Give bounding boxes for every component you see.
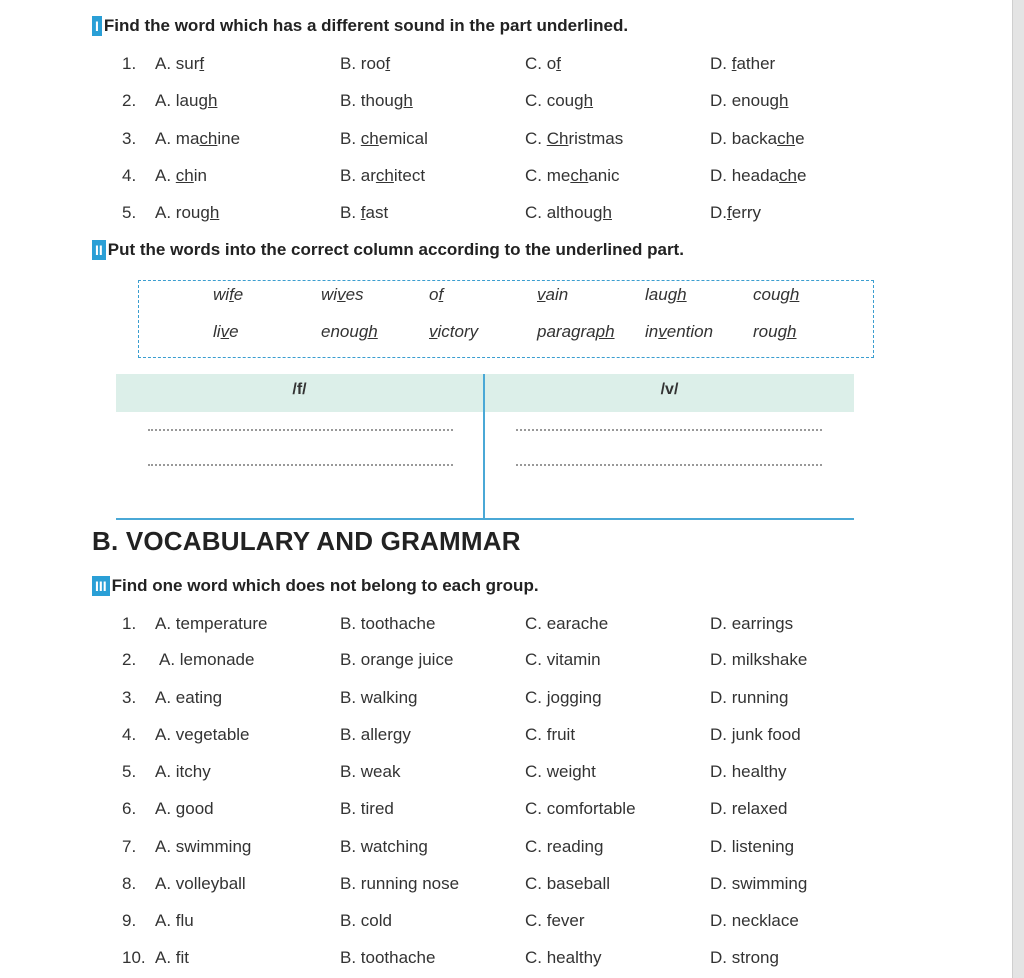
option-b-underlined: f [385, 54, 391, 73]
option-b-text: B. [340, 129, 361, 148]
word-item [645, 322, 713, 342]
option-a-text: A. [155, 166, 176, 185]
option-d-text: e [795, 129, 805, 148]
option-d-text: e [796, 166, 807, 185]
word-text: wi [213, 285, 230, 304]
option-a[interactable]: A. flu [155, 911, 194, 930]
option-c-underlined: ch [570, 166, 589, 185]
word-item [321, 322, 378, 342]
option-b[interactable]: B. tired [340, 799, 394, 818]
question-number: 10. [122, 948, 146, 967]
option-b[interactable]: B. weak [340, 762, 401, 781]
option-b-underlined: gh [393, 91, 413, 110]
option-a[interactable] [155, 89, 217, 113]
question-number: 7. [122, 837, 137, 856]
word-item [753, 285, 799, 305]
option-c[interactable] [525, 52, 561, 76]
table-bottom-rule [116, 518, 854, 520]
question-number: 1. [122, 54, 137, 73]
word-item [213, 285, 243, 305]
option-c-underlined: f [556, 54, 561, 73]
question-number: 5. [122, 203, 137, 222]
option-a[interactable]: A. swimming [155, 837, 252, 856]
option-d[interactable]: D. listening [710, 837, 795, 856]
option-d-text: erry [731, 203, 762, 222]
option-a-text: ine [217, 129, 241, 148]
option-c[interactable]: C. fever [525, 911, 585, 930]
sound-table-header [116, 374, 854, 412]
option-a-underlined: f [199, 54, 205, 73]
option-c[interactable]: C. reading [525, 837, 604, 856]
word-text: o [429, 285, 439, 304]
option-d[interactable]: D. swimming [710, 874, 808, 893]
word-underlined: v [658, 322, 667, 341]
option-b[interactable] [340, 52, 390, 76]
word-underlined: f [229, 285, 234, 304]
option-d[interactable] [710, 164, 806, 188]
option-d-text: D. backa [710, 129, 778, 148]
section-3-badge: III [92, 576, 110, 596]
word-underlined: ph [595, 322, 615, 341]
option-c-underlined: gh [593, 203, 612, 222]
option-d[interactable]: D. running [710, 688, 789, 707]
word-item [429, 285, 443, 305]
word-underlined: gh [777, 322, 797, 341]
option-a-text: A. sur [155, 54, 200, 73]
option-c-underlined: Ch [546, 129, 569, 148]
question-number: 3. [122, 688, 137, 707]
option-d[interactable]: D. milkshake [710, 650, 808, 669]
option-b[interactable] [340, 164, 425, 188]
option-a[interactable] [155, 164, 207, 188]
option-b[interactable] [340, 89, 413, 113]
option-a[interactable]: A. fit [155, 948, 190, 967]
option-b[interactable]: B. toothache [340, 614, 436, 633]
page-edge [1012, 0, 1024, 978]
word-box [138, 280, 874, 358]
option-c[interactable] [525, 164, 620, 188]
word-underlined: v [220, 322, 230, 341]
option-d[interactable]: D. junk food [710, 725, 801, 744]
option-c[interactable]: C. earache [525, 614, 609, 633]
option-b[interactable]: B. toothache [340, 948, 436, 967]
option-a[interactable]: A. temperature [155, 614, 268, 633]
option-d[interactable]: D. strong [710, 948, 779, 967]
option-a[interactable]: A. eating [155, 688, 223, 707]
question-number: 9. [122, 911, 137, 930]
section-2-badge: II [92, 240, 106, 260]
section-2-heading [92, 238, 684, 262]
option-c-text: C. althou [525, 203, 594, 222]
word-underlined: v [537, 285, 546, 304]
word-text: enou [321, 322, 359, 341]
word-item [537, 322, 615, 342]
word-text: wi [321, 285, 338, 304]
option-a-underlined: ch [199, 129, 218, 148]
option-c[interactable]: C. jogging [525, 688, 602, 707]
option-a[interactable] [155, 201, 219, 225]
option-c[interactable]: C. weight [525, 762, 596, 781]
word-underlined: gh [780, 285, 800, 304]
option-a[interactable]: A. good [155, 799, 214, 818]
answer-line[interactable] [148, 464, 453, 466]
answer-line[interactable] [516, 429, 822, 431]
option-c[interactable]: C. fruit [525, 725, 576, 744]
word-item [753, 322, 797, 342]
option-c[interactable]: C. vitamin [525, 650, 601, 669]
vocabulary-grammar-title: B. VOCABULARY AND GRAMMAR [92, 526, 521, 556]
word-text: ictory [437, 322, 479, 341]
column-v-header: /v/ [660, 381, 679, 398]
option-c-text: anic [588, 166, 620, 185]
word-underlined: v [429, 322, 438, 341]
question-number: 4. [122, 725, 137, 744]
word-text: ention [666, 322, 714, 341]
option-b-text: B. [340, 203, 361, 222]
answer-line[interactable] [148, 429, 453, 431]
option-a[interactable]: A. vegetable [155, 725, 250, 744]
question-number: 2. [122, 91, 137, 110]
option-c[interactable] [525, 89, 593, 113]
word-text: cou [753, 285, 781, 304]
word-text: rou [753, 322, 778, 341]
option-c-text: ristmas [568, 129, 624, 148]
option-b-underlined: ch [360, 129, 379, 148]
option-c-text: C. cou [525, 91, 575, 110]
section-3-heading [92, 574, 539, 598]
option-c[interactable] [525, 127, 623, 151]
option-c-text: C. [525, 129, 547, 148]
section-1-heading [92, 14, 628, 38]
option-d[interactable]: D. necklace [710, 911, 799, 930]
option-b[interactable]: B. orange juice [340, 650, 454, 669]
option-b-text: B. roo [340, 54, 386, 73]
word-item [645, 285, 687, 305]
option-b[interactable] [340, 127, 428, 151]
option-c-text: C. o [525, 54, 557, 73]
option-d-underlined: gh [769, 91, 789, 110]
option-d-text: D. [710, 203, 727, 222]
option-d-underlined: ch [779, 166, 797, 185]
table-divider [483, 374, 485, 520]
word-underlined: gh [358, 322, 378, 341]
option-a-text: in [193, 166, 207, 185]
word-item [321, 285, 364, 305]
option-a[interactable]: A. lemonade [159, 650, 255, 669]
option-d-text: D. heada [710, 166, 779, 185]
word-underlined: f [438, 285, 444, 304]
option-d-text: D. enou [710, 91, 770, 110]
option-b[interactable]: B. running nose [340, 874, 460, 893]
option-a-underlined: gh [198, 91, 218, 110]
option-d[interactable]: D. relaxed [710, 799, 788, 818]
option-d-underlined: f [727, 203, 732, 222]
option-b-underlined: ch [375, 166, 394, 185]
word-text: ain [545, 285, 569, 304]
answer-line[interactable] [516, 464, 822, 466]
word-text: e [233, 285, 244, 304]
section-1-title: Find the word which has a different sound in the part underlined. [103, 16, 629, 35]
option-a-text: A. rou [155, 203, 201, 222]
option-a-text: A. lau [155, 91, 199, 110]
option-d[interactable]: D. earrings [710, 614, 794, 633]
word-underlined: gh [667, 285, 687, 304]
question-number: 1. [122, 614, 137, 633]
option-c-text: C. me [525, 166, 571, 185]
option-a-underlined: gh [200, 203, 220, 222]
option-d-text: ather [736, 54, 776, 73]
question-number: 5. [122, 762, 137, 781]
option-b-text: B. ar [340, 166, 376, 185]
option-d-underlined: f [731, 54, 737, 73]
option-b-text: ast [365, 203, 389, 222]
word-text: in [645, 322, 659, 341]
option-a-text: A. ma [155, 129, 200, 148]
option-d[interactable]: D. healthy [710, 762, 787, 781]
option-a[interactable] [155, 127, 240, 151]
word-text: es [345, 285, 364, 304]
option-a[interactable]: A. volleyball [155, 874, 246, 893]
question-number: 8. [122, 874, 137, 893]
option-c[interactable]: C. baseball [525, 874, 611, 893]
option-b[interactable]: B. walking [340, 688, 418, 707]
question-number: 2. [122, 650, 137, 669]
option-b-underlined: f [360, 203, 366, 222]
word-text: lau [645, 285, 668, 304]
section-2-title: Put the words into the correct column according to the underlined part. [107, 240, 684, 259]
option-b[interactable] [340, 201, 388, 225]
option-b-text: itect [393, 166, 426, 185]
option-b[interactable]: B. cold [340, 911, 392, 930]
option-a[interactable]: A. itchy [155, 762, 211, 781]
option-d[interactable] [710, 201, 761, 225]
option-b-text: emical [378, 129, 428, 148]
option-b[interactable]: B. allergy [340, 725, 411, 744]
option-b[interactable]: B. watching [340, 837, 428, 856]
word-text: e [229, 322, 239, 341]
question-number: 3. [122, 129, 137, 148]
option-c-underlined: gh [574, 91, 594, 110]
word-item [213, 322, 239, 342]
question-number: 4. [122, 166, 137, 185]
word-text: paragra [537, 322, 596, 341]
word-text: li [213, 322, 221, 341]
word-item [537, 285, 568, 305]
option-d[interactable] [710, 127, 805, 151]
option-c[interactable] [525, 201, 612, 225]
option-a[interactable] [155, 52, 204, 76]
option-d[interactable] [710, 52, 775, 76]
option-c[interactable]: C. comfortable [525, 799, 636, 818]
option-d-underlined: ch [777, 129, 796, 148]
column-f-header: /f/ [292, 381, 307, 398]
question-number: 6. [122, 799, 137, 818]
option-d-text: D. [710, 54, 732, 73]
option-a-underlined: ch [175, 166, 194, 185]
word-underlined: v [337, 285, 346, 304]
option-d[interactable] [710, 89, 788, 113]
option-c[interactable]: C. healthy [525, 948, 602, 967]
word-item [429, 322, 478, 342]
option-b-text: B. thou [340, 91, 394, 110]
section-3-title: Find one word which does not belong to each group. [111, 576, 539, 595]
section-1-badge: I [92, 16, 102, 36]
